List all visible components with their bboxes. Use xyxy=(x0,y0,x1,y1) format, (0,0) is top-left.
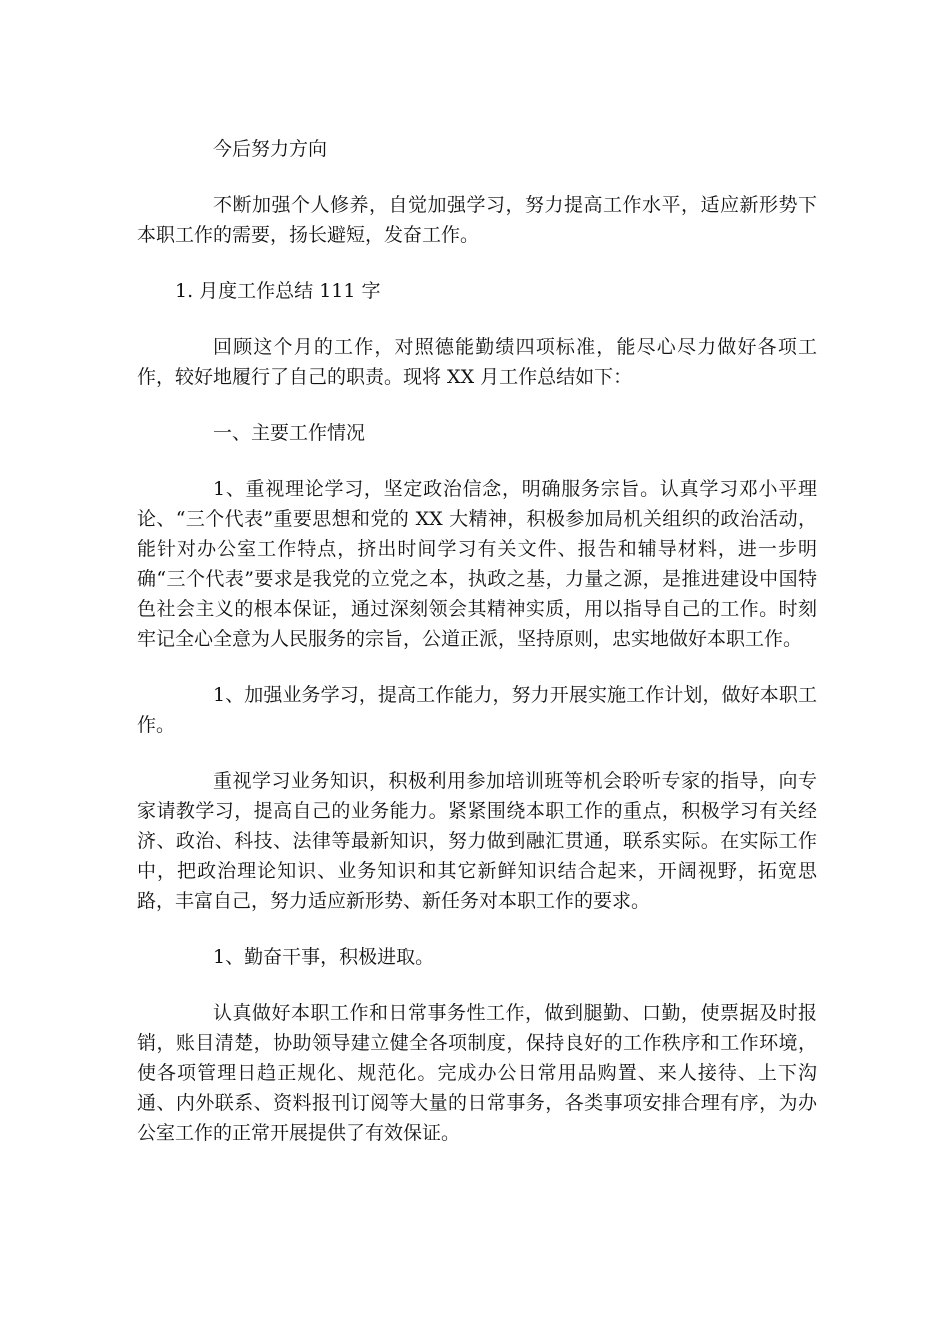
paragraph-self-improvement: 不断加强个人修养，自觉加强学习，努力提高工作水平，适应新形势下本职工作的需要，扬长避短，发奋工作。 xyxy=(137,194,817,246)
paragraph-business-study-heading: 1、加强业务学习，提高工作能力，努力开展实施工作计划，做好本职工作。 xyxy=(137,684,817,736)
document-page xyxy=(137,128,817,1148)
paragraph-theory-study: 1、重视理论学习，坚定政治信念，明确服务宗旨。认真学习邓小平理论、“三个代表”重要思想和党的 XX 大精神，积极参加局机关组织的政治活动，能针对办公室工作特点，挤出时间学习有关文件、报告和辅导材料，进一步明确“三个代表”要求是我党的立党之本，执政之基，力量之源，是推进建设中国特色社会主义的根本保证，通过深刻领会其精神实质，用以指导自己的工作。时刻牢记全心全意为人民服务的宗旨，公道正派，坚持原则，忠实地做好本职工作。 xyxy=(137,478,817,650)
paragraph-monthly-review: 回顾这个月的工作，对照德能勤绩四项标准，能尽心尽力做好各项工作，较好地履行了自己的职责。现将 XX 月工作总结如下： xyxy=(137,336,817,388)
section-heading-future-direction: 今后努力方向 xyxy=(213,138,328,160)
paragraph-business-knowledge: 重视学习业务知识，积极利用参加培训班等机会聆听专家的指导，向专家请教学习，提高自己的业务能力。紧紧围绕本职工作的重点，积极学习有关经济、政治、科技、法律等最新知识，努力做到融汇贯通，联系实际。在实际工作中，把政治理论知识、业务知识和其它新鲜知识结合起来，开阔视野，拓宽思路，丰富自己，努力适应新形势、新任务对本职工作的要求。 xyxy=(137,770,817,912)
paragraph-daily-affairs: 认真做好本职工作和日常事务性工作，做到腿勤、口勤，使票据及时报销，账目清楚，协助领导建立健全各项制度，保持良好的工作秩序和工作环境，使各项管理日趋正规化、规范化。完成办公日常用品购置、来人接待、上下沟通、内外联系、资料报刊订阅等大量的日常事务，各类事项安排合理有序，为办公室工作的正常开展提供了有效保证。 xyxy=(137,1002,817,1144)
paragraph-diligence-heading: 1、勤奋干事，积极进取。 xyxy=(213,946,435,968)
section-heading-main-work: 一、主要工作情况 xyxy=(213,422,366,444)
item-heading-monthly-summary: 1. 月度工作总结 111 字 xyxy=(175,280,381,302)
